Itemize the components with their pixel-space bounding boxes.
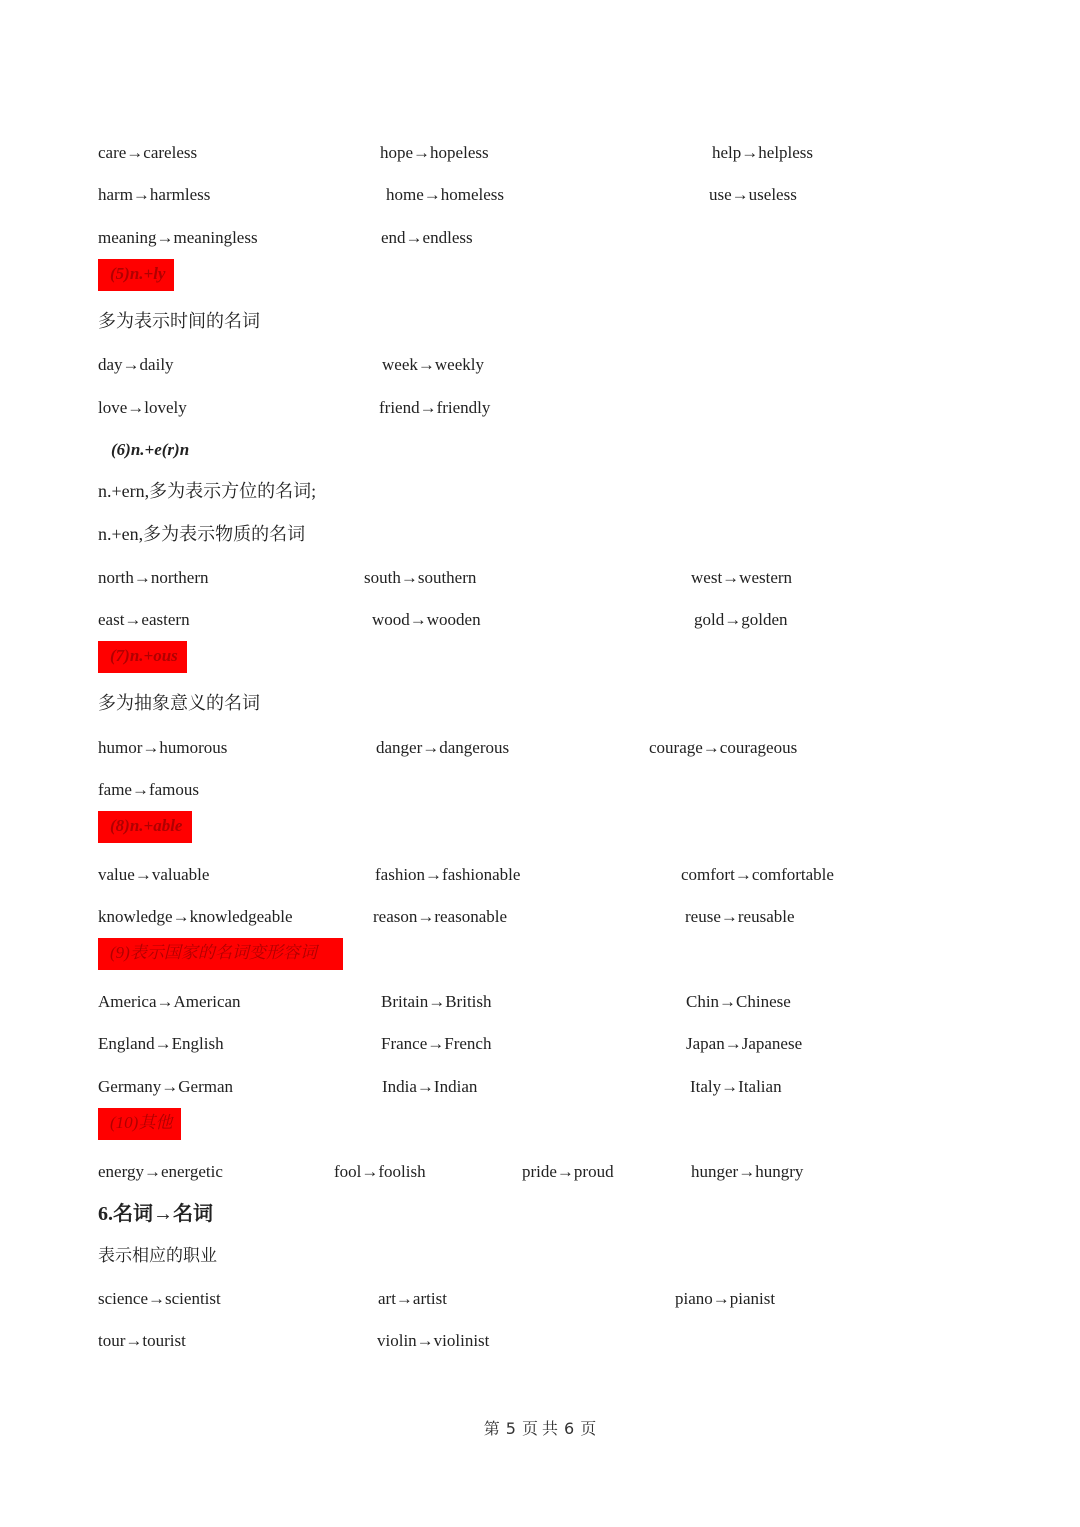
word-pair: love→lovely — [98, 398, 187, 417]
word-pair: harm→harmless — [98, 185, 211, 204]
section-heading-9: (9)表示国家的名词变形容词 — [98, 938, 343, 970]
section-note: n.+en,多为表示物质的名词 — [98, 524, 306, 544]
word-pair: art→artist — [378, 1289, 447, 1308]
section-note: 表示相应的职业 — [98, 1246, 217, 1265]
word-pair: tour→tourist — [98, 1331, 186, 1350]
footer-mid: 页 共 — [521, 1421, 558, 1438]
word-pair: care→careless — [98, 143, 198, 162]
word-pair: violin→violinist — [377, 1331, 490, 1350]
word-pair: humor→humorous — [98, 738, 228, 757]
word-pair: hope→hopeless — [380, 143, 489, 162]
word-pair: America→American — [98, 992, 241, 1011]
word-pair: piano→pianist — [675, 1289, 776, 1308]
word-pair: danger→dangerous — [376, 738, 510, 757]
word-pair: France→French — [381, 1034, 492, 1053]
section-heading-5: (5)n.+ly — [98, 259, 174, 291]
word-pair: knowledge→knowledgeable — [98, 907, 293, 926]
word-pair: Italy→Italian — [690, 1077, 782, 1096]
word-pair: north→northern — [98, 568, 209, 587]
section-note: 多为抽象意义的名词 — [98, 693, 260, 713]
word-pair: west→western — [691, 568, 793, 587]
word-pair: hunger→hungry — [691, 1162, 804, 1181]
section-heading-6-noun: 6.名词→名词 — [98, 1203, 213, 1225]
word-pair: help→helpless — [712, 143, 814, 162]
footer-suffix: 页 — [580, 1421, 597, 1438]
page-total: 6 — [564, 1419, 575, 1438]
word-pair: reason→reasonable — [373, 907, 508, 926]
word-pair: week→weekly — [382, 355, 484, 374]
word-pair: gold→golden — [694, 610, 788, 629]
word-pair: fashion→fashionable — [375, 865, 521, 884]
word-pair: east→eastern — [98, 610, 190, 629]
word-pair: Japan→Japanese — [686, 1034, 803, 1053]
word-pair: day→daily — [98, 355, 174, 374]
word-pair: wood→wooden — [372, 610, 481, 629]
page-number: 5 — [505, 1419, 516, 1438]
word-pair: comfort→comfortable — [681, 865, 834, 884]
word-pair: fame→famous — [98, 780, 200, 799]
word-pair: India→Indian — [382, 1077, 478, 1096]
word-pair: use→useless — [709, 185, 797, 204]
section-note: 多为表示时间的名词 — [98, 311, 260, 331]
word-pair: friend→friendly — [379, 398, 491, 417]
word-pair: England→English — [98, 1034, 224, 1053]
word-pair: science→scientist — [98, 1289, 221, 1308]
footer-prefix: 第 — [483, 1421, 500, 1438]
word-pair: home→homeless — [386, 185, 505, 204]
word-pair: Germany→German — [98, 1077, 234, 1096]
word-pair: value→valuable — [98, 865, 210, 884]
word-pair: fool→foolish — [334, 1162, 426, 1181]
section-heading-6: (6)n.+e(r)n — [111, 440, 190, 459]
word-pair: meaning→meaningless — [98, 228, 258, 247]
section-heading-7: (7)n.+ous — [98, 641, 187, 673]
page-footer — [0, 1419, 1080, 1440]
word-pair: reuse→reusable — [685, 907, 795, 926]
word-pair: end→endless — [381, 228, 473, 247]
word-pair: Chin→Chinese — [686, 992, 791, 1011]
word-pair: pride→proud — [522, 1162, 614, 1181]
section-heading-10: (10)其他 — [98, 1108, 181, 1140]
word-pair: courage→courageous — [649, 738, 798, 757]
word-pair: south→southern — [364, 568, 477, 587]
word-pair: energy→energetic — [98, 1162, 223, 1181]
section-heading-8: (8)n.+able — [98, 811, 192, 843]
word-pair: Britain→British — [381, 992, 492, 1011]
section-note: n.+ern,多为表示方位的名词; — [98, 481, 317, 501]
